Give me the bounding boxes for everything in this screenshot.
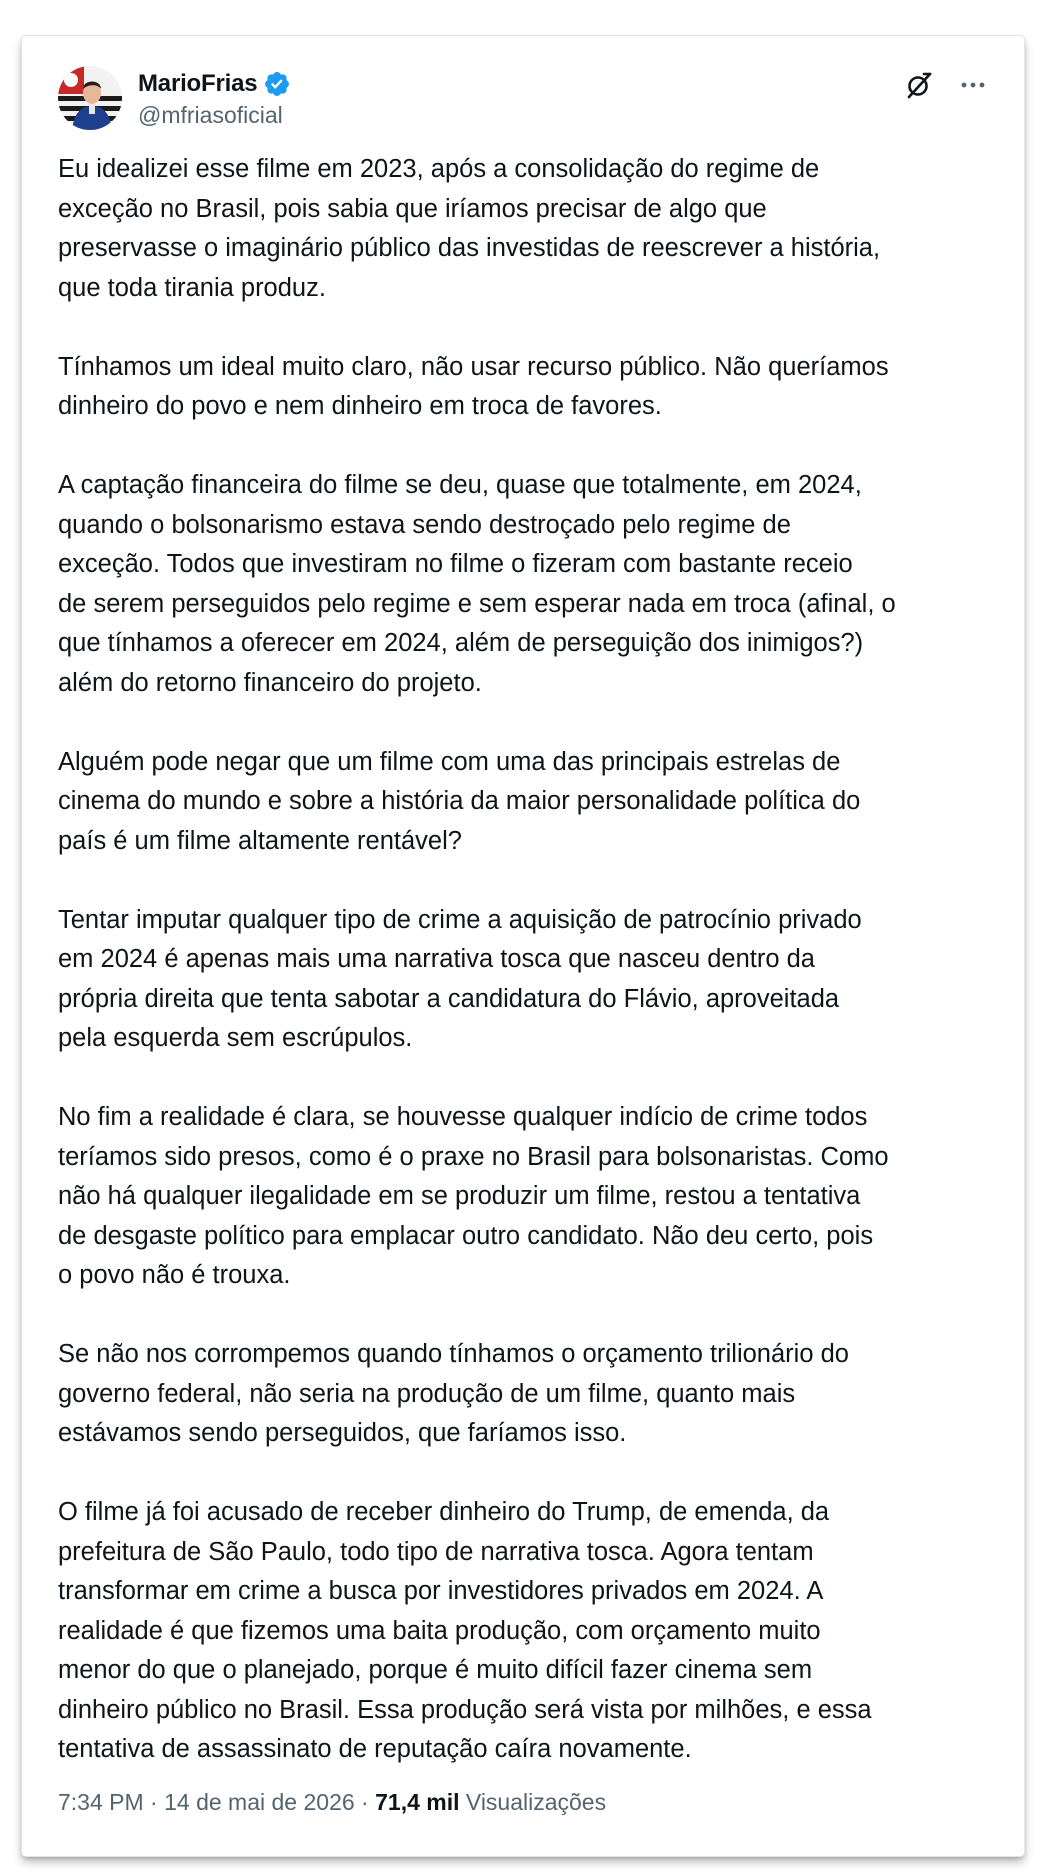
tweet-paragraph: Tentar imputar qualquer tipo de crime a aquisição de patrocínio privado em 2024 é apenas mais uma narrativa tosca que nasceu dentro da própria direita que tenta sabotar a candidatura do Flávio, aproveitada pela esquerda sem escrúpulos. [58, 905, 862, 1052]
tweet-paragraph: A captação financeira do filme se deu, quase que totalmente, em 2024, quando o bolsonarismo estava sendo destroçado pelo regime de exceção. Todos que investiram no filme o fizeram com bastante receio de serem perseguidos pelo regime e sem esperar nada em troca (afinal, o que tínhamos a oferecer em 2024, além de perseguição dos inimigos?) além do retorno financeiro do projeto. [58, 471, 896, 697]
tweet-text [58, 150, 998, 1770]
tweet-time[interactable]: 7:34 PM [58, 1789, 144, 1815]
tweet-paragraph: Se não nos corrompemos quando tínhamos o orçamento trilionário do governo federal, não seria na produção de um filme, quanto mais estávamos sendo perseguidos, que faríamos isso. [58, 1340, 849, 1447]
tweet-actions [904, 70, 988, 100]
tweet-header [58, 64, 988, 134]
avatar[interactable] [58, 66, 122, 130]
tweet-paragraph: Tínhamos um ideal muito claro, não usar recurso público. Não queríamos dinheiro do povo e nem dinheiro em troca de favores. [58, 352, 889, 420]
views-count[interactable]: 71,4 mil [375, 1789, 460, 1815]
display-name[interactable]: MarioFrias [138, 70, 258, 97]
grok-icon[interactable] [904, 70, 934, 100]
profile-photo-icon [58, 66, 122, 130]
tweet-paragraph: Alguém pode negar que um filme com uma das principais estrelas de cinema do mundo e sobre a história da maior personalidade política do país é um filme altamente rentável? [58, 747, 861, 855]
tweet-paragraph: No fim a realidade é clara, se houvesse qualquer indício de crime todos teríamos sido presos, como é o praxe no Brasil para bolsonaristas. Como não há qualquer ilegalidade em se produzir um filme, restou a tentativa de desgaste político para emplacar outro candidato. Não deu certo, pois o povo não é trouxa. [58, 1103, 889, 1289]
user-handle[interactable]: @mfriasoficial [138, 102, 283, 128]
display-name-row [138, 68, 291, 100]
user-info [138, 68, 291, 129]
views-label[interactable]: Visualizações [465, 1789, 607, 1815]
meta-separator: · [143, 1789, 165, 1815]
tweet-date[interactable]: 14 de mai de 2026 [164, 1789, 355, 1815]
tweet-paragraph: Eu idealizei esse filme em 2023, após a consolidação do regime de exceção no Brasil, pois sabia que iríamos precisar de algo que preservasse o imaginário público das investidas de reescrever a história, que toda tirania produz. [58, 155, 881, 302]
more-options-icon[interactable] [958, 70, 988, 100]
tweet-card [22, 36, 1024, 1856]
meta-separator: · [354, 1789, 376, 1815]
tweet-paragraph: O filme já foi acusado de receber dinheiro do Trump, de emenda, da prefeitura de São Paulo, todo tipo de narrativa tosca. Agora tentam transformar em crime a busca por investidores privados em 2024. A realidade é que fizemos uma baita produção, com orçamento muito menor do que o planejado, porque é muito difícil fazer cinema sem dinheiro público no Brasil. Essa produção será vista por milhões, e essa tentativa de assassinato de reputação caíra novamente. [58, 1498, 872, 1763]
tweet-meta [58, 1789, 606, 1816]
verified-badge-icon[interactable] [263, 70, 291, 98]
